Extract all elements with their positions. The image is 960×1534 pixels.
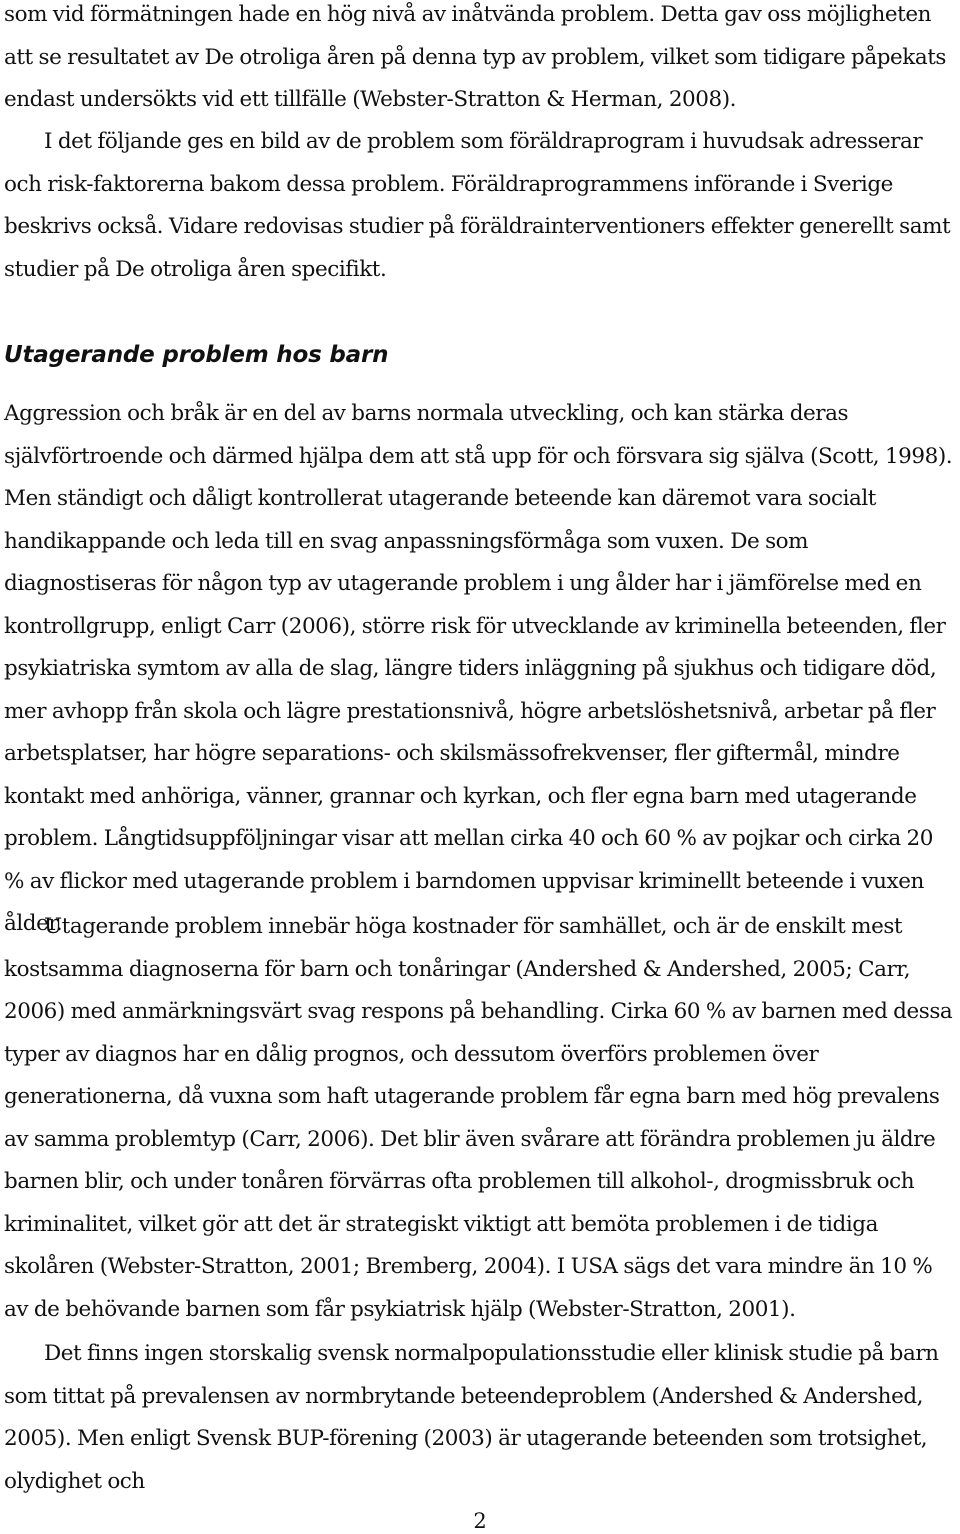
section-heading: Utagerande problem hos barn [4, 342, 389, 368]
page-number: 2 [473, 1509, 487, 1533]
paragraph-intro-continued: som vid förmätningen hade en hög nivå av inåtvända problem. Detta gav oss möjligheten att se resultatet av De otroliga åren på denna typ av problem, vilket som tidigare påpekats endast undersökts vid ett tillfälle (Webster-Stratton & Herman, 2008). [4, 2, 947, 112]
paragraph-swedish-studies: Det finns ingen storskalig svensk normalpopulationsstudie eller klinisk studie på barn som tittat på prevalensen av normbrytande beteendeproblem (Andershed & Andershed, 2005). Men enligt Svensk BUP-förening (2003) är utagerande beteenden som trotsighet, olydighet och [4, 1341, 939, 1494]
paragraph-aggression: Aggression och bråk är en del av barns normala utveckling, och kan stärka deras självförtroende och därmed hjälpa dem att stå upp för och försvara sig själva (Scott, 1998). Men ständigt och dåligt kontrollerat utagerande beteende kan däremot vara socialt handikappande och leda till en svag anpassningsförmåga som vuxen. De som diagnostiseras för någon typ av utagerande problem i ung ålder har i jämförelse med en kontrollgrupp, enligt Carr (2006), större risk för utvecklande av kriminella beteenden, fler psykiatriska symtom av alla de slag, längre tiders inläggning på sjukhus och tidigare död, mer avhopp från skola och lägre prestationsnivå, högre arbetslöshetsnivå, arbetar på fler arbetsplatser, har högre separations- och skilsmässofrekvenser, fler giftermål, mindre kontakt med anhöriga, vänner, grannar och kyrkan, och fler egna barn med utagerande problem. Långtidsuppföljningar visar att mellan cirka 40 och 60 % av pojkar och cirka 20 % av flickor med utagerande problem i barndomen uppvisar kriminellt beteende i vuxen ålder. [4, 401, 953, 936]
paragraph-costs: Utagerande problem innebär höga kostnader för samhället, och är de enskilt mest kostsamma diagnoserna för barn och tonåringar (Andershed & Andershed, 2005; Carr, 2006) med anmärkningsvärt svag respons på behandling. Cirka 60 % av barnen med dessa typer av diagnos har en dålig prognos, och dessutom överförs problemen över generationerna, då vuxna som haft utagerande problem får egna barn med hög prevalens av samma problemtyp (Carr, 2006). Det blir även svårare att förändra problemen ju äldre barnen blir, och under tonåren förvärras ofta problemen till alkohol-, drogmissbruk och kriminalitet, vilket gör att det är strategiskt viktigt att bemöta problemen i de tidiga skolåren (Webster-Stratton, 2001; Bremberg, 2004). I USA sägs det vara mindre än 10 % av de behövande barnen som får psykiatrisk hjälp (Webster-Stratton, 2001). [4, 914, 953, 1322]
paragraph-overview: I det följande ges en bild av de problem som föräldraprogram i huvudsak adresserar och risk-faktorerna bakom dessa problem. Föräldraprogrammens införande i Sverige beskrivs också. Vidare redovisas studier på föräldrainterventioners effekter generellt samt studier på De otroliga åren specifikt. [4, 129, 951, 282]
